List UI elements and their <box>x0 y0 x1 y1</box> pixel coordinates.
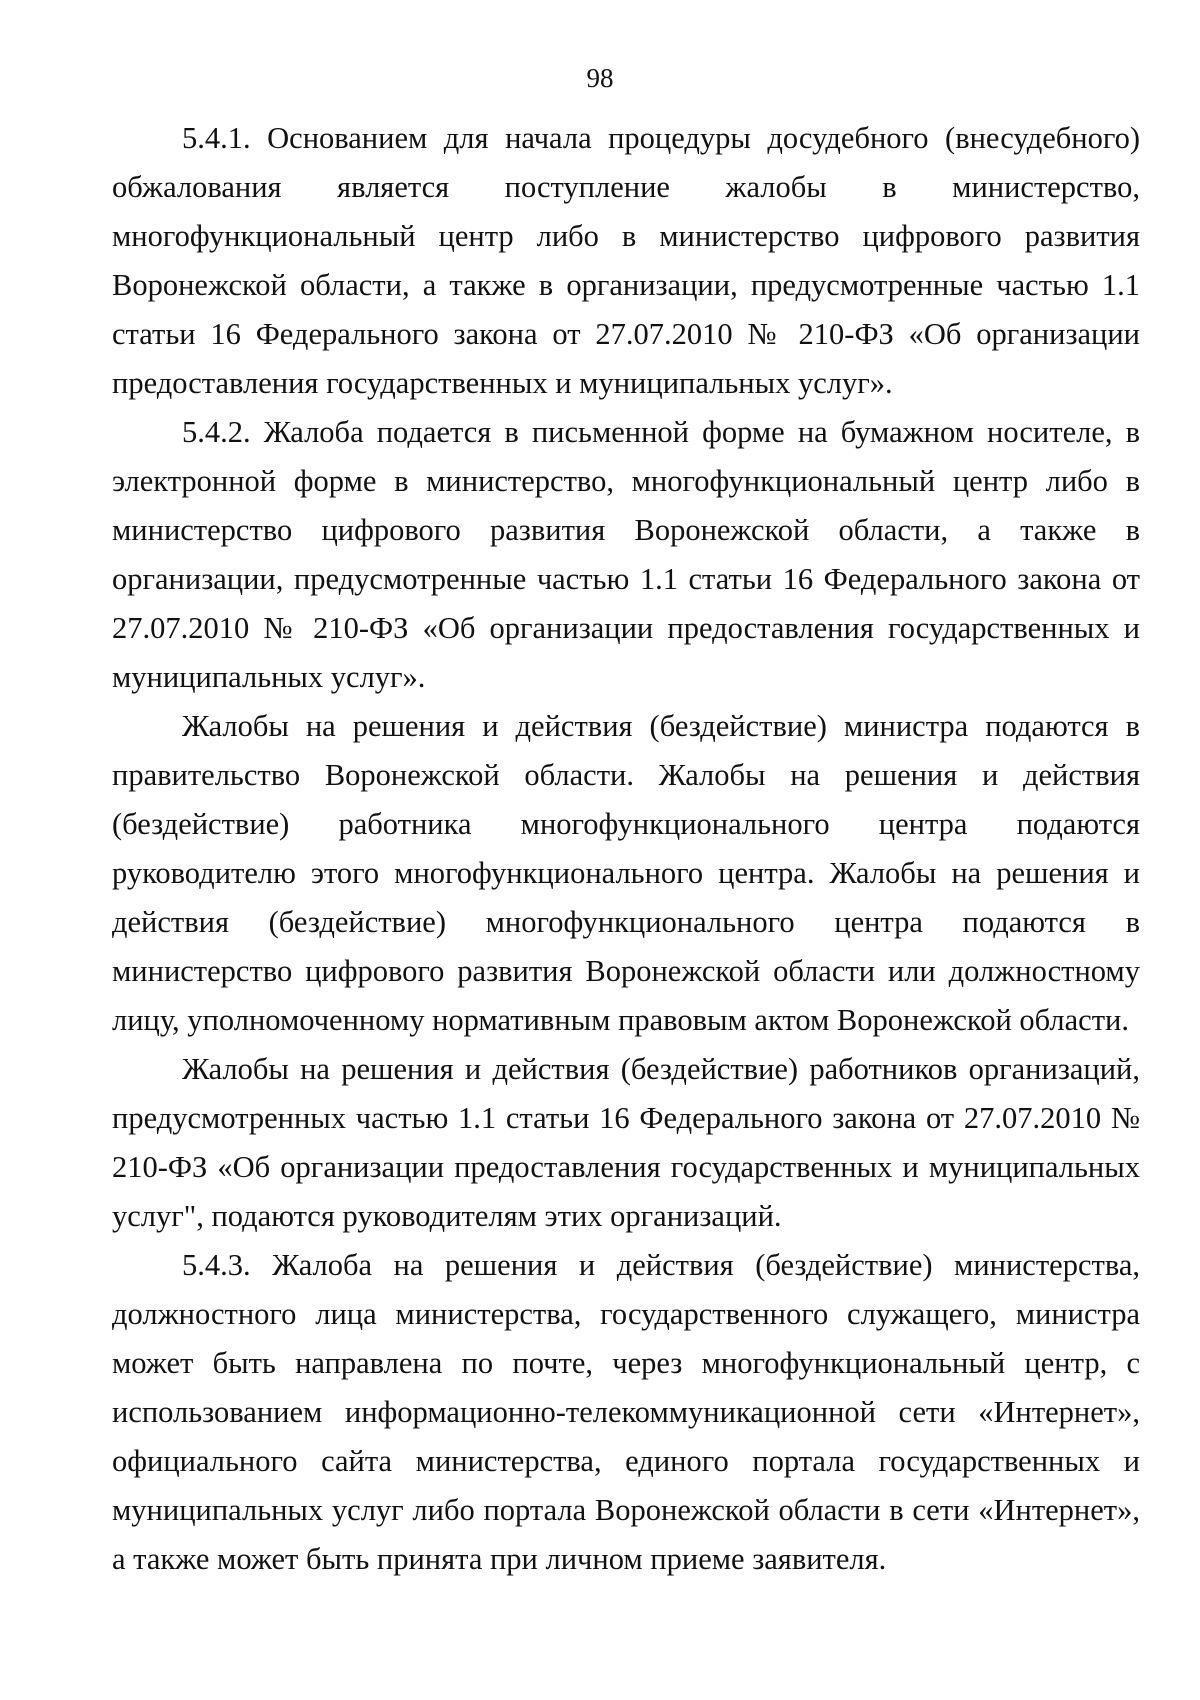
page-number: 98 <box>586 63 614 93</box>
paragraph-5-4-2: 5.4.2. Жалоба подается в письменной форме на бумажном носителе, в электронной форме в министерство, многофункциональный центр либо в министерство цифрового развития Воронежской области, а также в организации, предусмотренные частью 1.1 статьи 16 Федерального закона от 27.07.2010 № 210-ФЗ «Об организации предоставления государственных и муниципальных услуг». <box>112 415 1140 694</box>
paragraph-complaints-organizations: Жалобы на решения и действия (бездействие) работников организаций, предусмотренных частью 1.1 статьи 16 Федерального закона от 27.07.2010 № 210-ФЗ «Об организации предоставления государственных и муниципальных услуг", подаются руководителям этих организаций. <box>112 1052 1140 1233</box>
paragraph-5-4-3: 5.4.3. Жалоба на решения и действия (бездействие) министерства, должностного лица министерства, государственного служащего, министра может быть направлена по почте, через многофункциональный центр, с использованием информационно-телекоммуникационной сети «Интернет», официального сайта министерства, единого портала государственных и муниципальных услуг либо портала Воронежской области в сети «Интернет», а также может быть принята при личном приеме заявителя. <box>112 1248 1140 1576</box>
paragraph-5-4-1: 5.4.1. Основанием для начала процедуры досудебного (внесудебного) обжалования является поступление жалобы в министерство, многофункциональный центр либо в министерство цифрового развития Воронежской области, а также в организации, предусмотренные частью 1.1 статьи 16 Федерального закона от 27.07.2010 № 210-ФЗ «Об организации предоставления государственных и муниципальных услуг». <box>112 121 1140 400</box>
document-body <box>112 114 1140 1584</box>
paragraph-complaints-minister: Жалобы на решения и действия (бездействие) министра подаются в правительство Воронежской области. Жалобы на решения и действия (бездействие) работника многофункционального центра подаются руководителю этого многофункционального центра. Жалобы на решения и действия (бездействие) многофункционального центра подаются в министерство цифрового развития Воронежской области или должностному лицу, уполномоченному нормативным правовым актом Воронежской области. <box>112 709 1140 1037</box>
